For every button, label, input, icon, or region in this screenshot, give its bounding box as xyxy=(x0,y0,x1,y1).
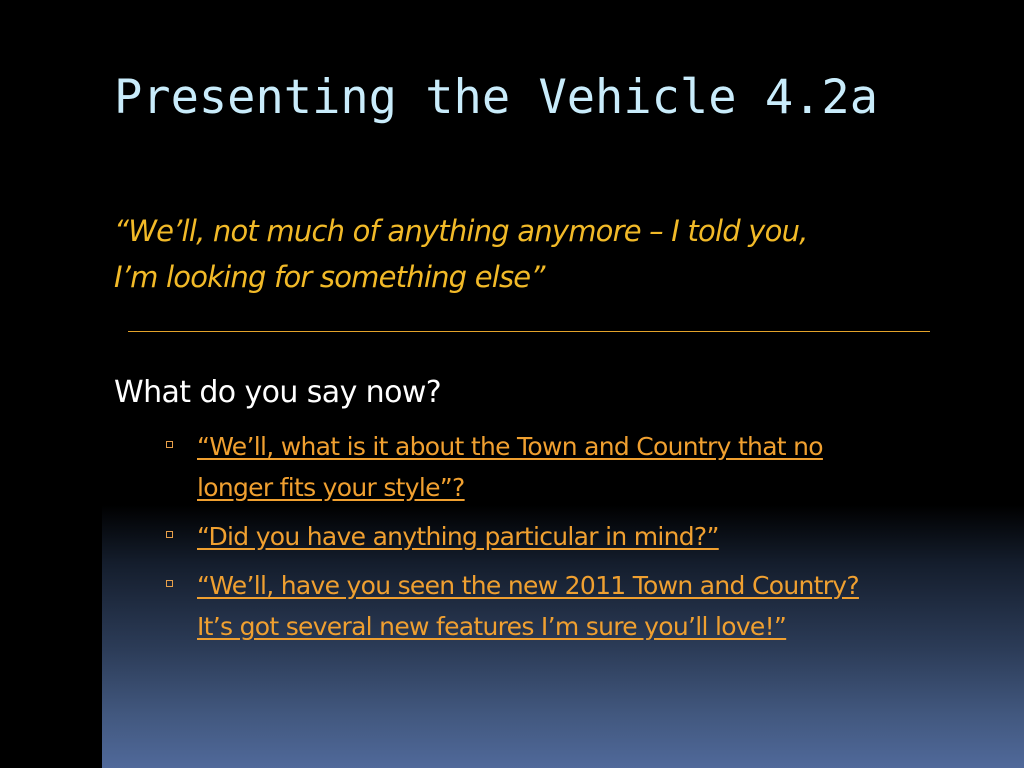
response-option-3-link[interactable] xyxy=(197,571,859,641)
response-option-2-link[interactable] xyxy=(197,522,719,551)
response-option-3-line-1: “We’ll, have you seen the new 2011 Town and Country? xyxy=(197,571,859,600)
response-option-1 xyxy=(160,426,980,508)
customer-quote-line-2: I’m looking for something else” xyxy=(114,260,545,294)
question-prompt: What do you say now? xyxy=(114,375,442,410)
response-option-2 xyxy=(160,516,980,557)
response-option-2-line-1: “Did you have anything particular in mind?” xyxy=(197,522,719,551)
customer-quote xyxy=(114,208,934,300)
divider-line xyxy=(128,331,930,332)
response-options-list xyxy=(160,426,980,655)
response-option-1-link[interactable] xyxy=(197,432,823,502)
hollow-square-bullet-icon xyxy=(166,441,173,448)
response-option-3-line-2: It’s got several new features I’m sure you’ll love!” xyxy=(197,612,787,641)
response-option-3 xyxy=(160,565,980,647)
slide-title: Presenting the Vehicle 4.2a xyxy=(114,70,879,125)
customer-quote-line-1: “We’ll, not much of anything anymore – I told you, xyxy=(114,214,808,248)
response-option-1-line-1: “We’ll, what is it about the Town and Country that no xyxy=(197,432,823,461)
hollow-square-bullet-icon xyxy=(166,580,173,587)
hollow-square-bullet-icon xyxy=(166,531,173,538)
response-option-1-line-2: longer fits your style”? xyxy=(197,473,465,502)
